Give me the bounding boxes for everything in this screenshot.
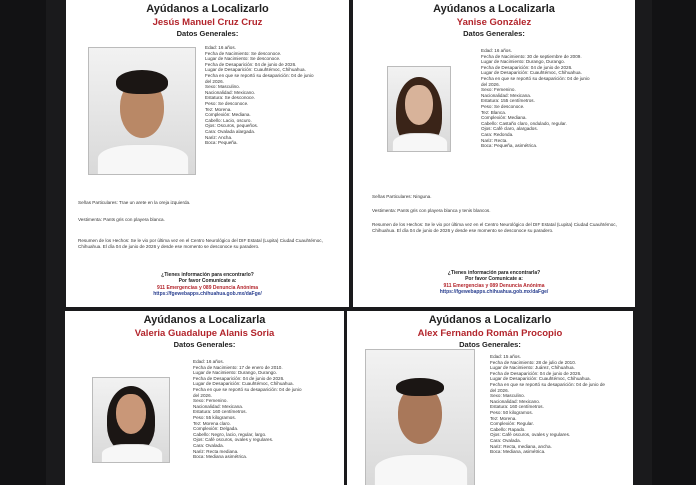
attributes-list: Edad: 16 años. Fecha de Nacimiento: 17 de enero de 2010. Lugar de Nacimiento: Durango, Durango. Fecha de Desaparición: 04 de junio de 2026. Lugar de Desaparición: Cuauhtémoc, Chihuahua. Fecha en que se reportó su desaparición: 04 de junio del 2026. Sexo: Femenino. Nacionalidad: Mexicana. Estatura: 160 centímetros. Peso: 55 kilogramos. Tez: Morena claro. Complexión: Delgada. Cabello: Negro, lacio, regular, largo. Ojos: Café oscuros, ovales y regulares. Cara: Ovalada. Nariz: Recta mediana. Boca: Mediana asimétrica. [193, 359, 302, 460]
section-title: Datos Generales: [459, 340, 521, 349]
poster-yanise [353, 0, 635, 307]
section-title: Datos Generales: [173, 340, 236, 349]
attributes-list: Edad: 15 años. Fecha de Nacimiento: 28 de julio de 2010. Lugar de Nacimiento: Juárez, Chihuahua. Fecha de Desaparición: 04 de junio de 2026. Lugar de Desaparición: Cuauhtémoc, Chihuahua. Fecha en que se reportó su desaparición: 04 de junio de del 2026. Sexo: Masculino. Nacionalidad: Mexicano. Estatura: 160 centímetros. Peso: 50 kilogramos. Tez: Morena. Complexión: Regular. Cabello: Rapado. Ojos: Café oscuros, ovales y regulares. Cara: Ovalada. Nariz: Recta, mediana, ancha. Boca: Mediana, asimétrica. [490, 354, 605, 455]
resumen-hechos: Resumen de los Hechos: Se le vio por última vez en el Centro Neurológico del DIF Estatal (Lupita) Ciudad Cuauhtémoc, Chihuahua. El día 04 de junio de 2026 y desde ese momento se desconoce su paradero. [78, 238, 323, 249]
resumen-hechos: Resumen de los Hechos: Se le vio por última vez en el Centro Neurológico del DIF Estatal (Lupita) Ciudad Cuauhtémoc, Chihuahua. El día 04 de junio de 2026 y desde ese momento se desconoce su paradero. [372, 222, 617, 233]
section-title: Datos Generales: [176, 29, 239, 38]
person-photo [88, 47, 196, 175]
left-frame-bar [0, 0, 46, 485]
vestimenta: Vestimenta: Pants gris con playera blanca y tenis blancos. [372, 208, 491, 213]
attributes-list: Edad: 16 años. Fecha de Nacimiento: 30 de septiembre de 2009. Lugar de Nacimiento: Durango, Durango. Fecha de Desaparición: 04 de junio de 2026. Lugar de Desaparición: Cuauhtémoc, Chihuahua. Fecha en que se reportó su desaparición: 04 de junio del 2026. Sexo: Femenino. Nacionalidad: Mexicana. Estatura: 155 centímetros. Peso: Se desconoce. Tez: Blanca. Complexión: Mediana. Cabello: Castaño claro, ondulado, regular. Ojos: Café claro, alargados. Cara: Redonda. Nariz: Recta. Boca: Pequeña, asimétrica. [481, 48, 590, 149]
poster-heading: Ayúdanos a Localizarlo [428, 314, 552, 326]
person-name: Yanise González [456, 17, 532, 28]
right-frame-bar [652, 0, 696, 485]
poster-heading: Ayúdanos a Localizarlo [146, 3, 269, 15]
senas-particulares: Señas Particulares: Ninguna. [372, 194, 432, 199]
person-name: Alex Fernando Román Procopio [417, 328, 563, 339]
section-title: Datos Generales: [463, 29, 525, 38]
contact-block: ¿Tienes información para encontrarla? Por favor Comunícate a: 911 Emergencias y 089 Denuncia Anónima https://fgewebapps.chihuahua.gob.mx/daFge/ [439, 270, 549, 296]
person-name: Jesús Manuel Cruz Cruz [152, 17, 263, 28]
contact-block: ¿Tienes información para encontrarlo? Por favor Comunícate a: 911 Emergencias y 089 Denuncia Anónima https://fgewebapps.chihuahua.gob.mx/daFge/ [153, 272, 262, 298]
attributes-list: Edad: 16 años. Fecha de Nacimiento: Se desconoce. Lugar de Nacimiento: Se desconoce. Fecha de Desaparición: 04 de junio de 2026. Lugar de Desaparición: Cuauhtémoc, Chihuahua. Fecha en que se reportó su desaparición: 04 de junio del 2026. Sexo: Masculino. Nacionalidad: Mexicano. Estatura: Se desconoce. Peso: Se desconoce. Tez: Morena. Complexión: Mediana. Cabello: Lacio, oscuro. Ojos: Oscuros, pequeños. Cara: Ovalada alargada. Nariz: Ancha. Boca: Pequeña. [205, 45, 314, 146]
poster-heading: Ayúdanos a Localizarla [143, 314, 266, 326]
poster-heading: Ayúdanos a Localizarla [433, 3, 555, 15]
poster-alex [347, 311, 633, 485]
senas-particulares: Señas Particulares: Trae un arete en la oreja izquierda. [78, 200, 191, 205]
person-photo [387, 66, 451, 152]
person-photo [92, 377, 170, 463]
poster-jesus [66, 0, 349, 307]
poster-valeria [65, 311, 344, 485]
person-name: Valeria Guadalupe Alanis Soria [134, 328, 275, 339]
person-photo [365, 349, 475, 485]
vestimenta: Vestimenta: Pants gris con playera blanca. [78, 217, 165, 222]
